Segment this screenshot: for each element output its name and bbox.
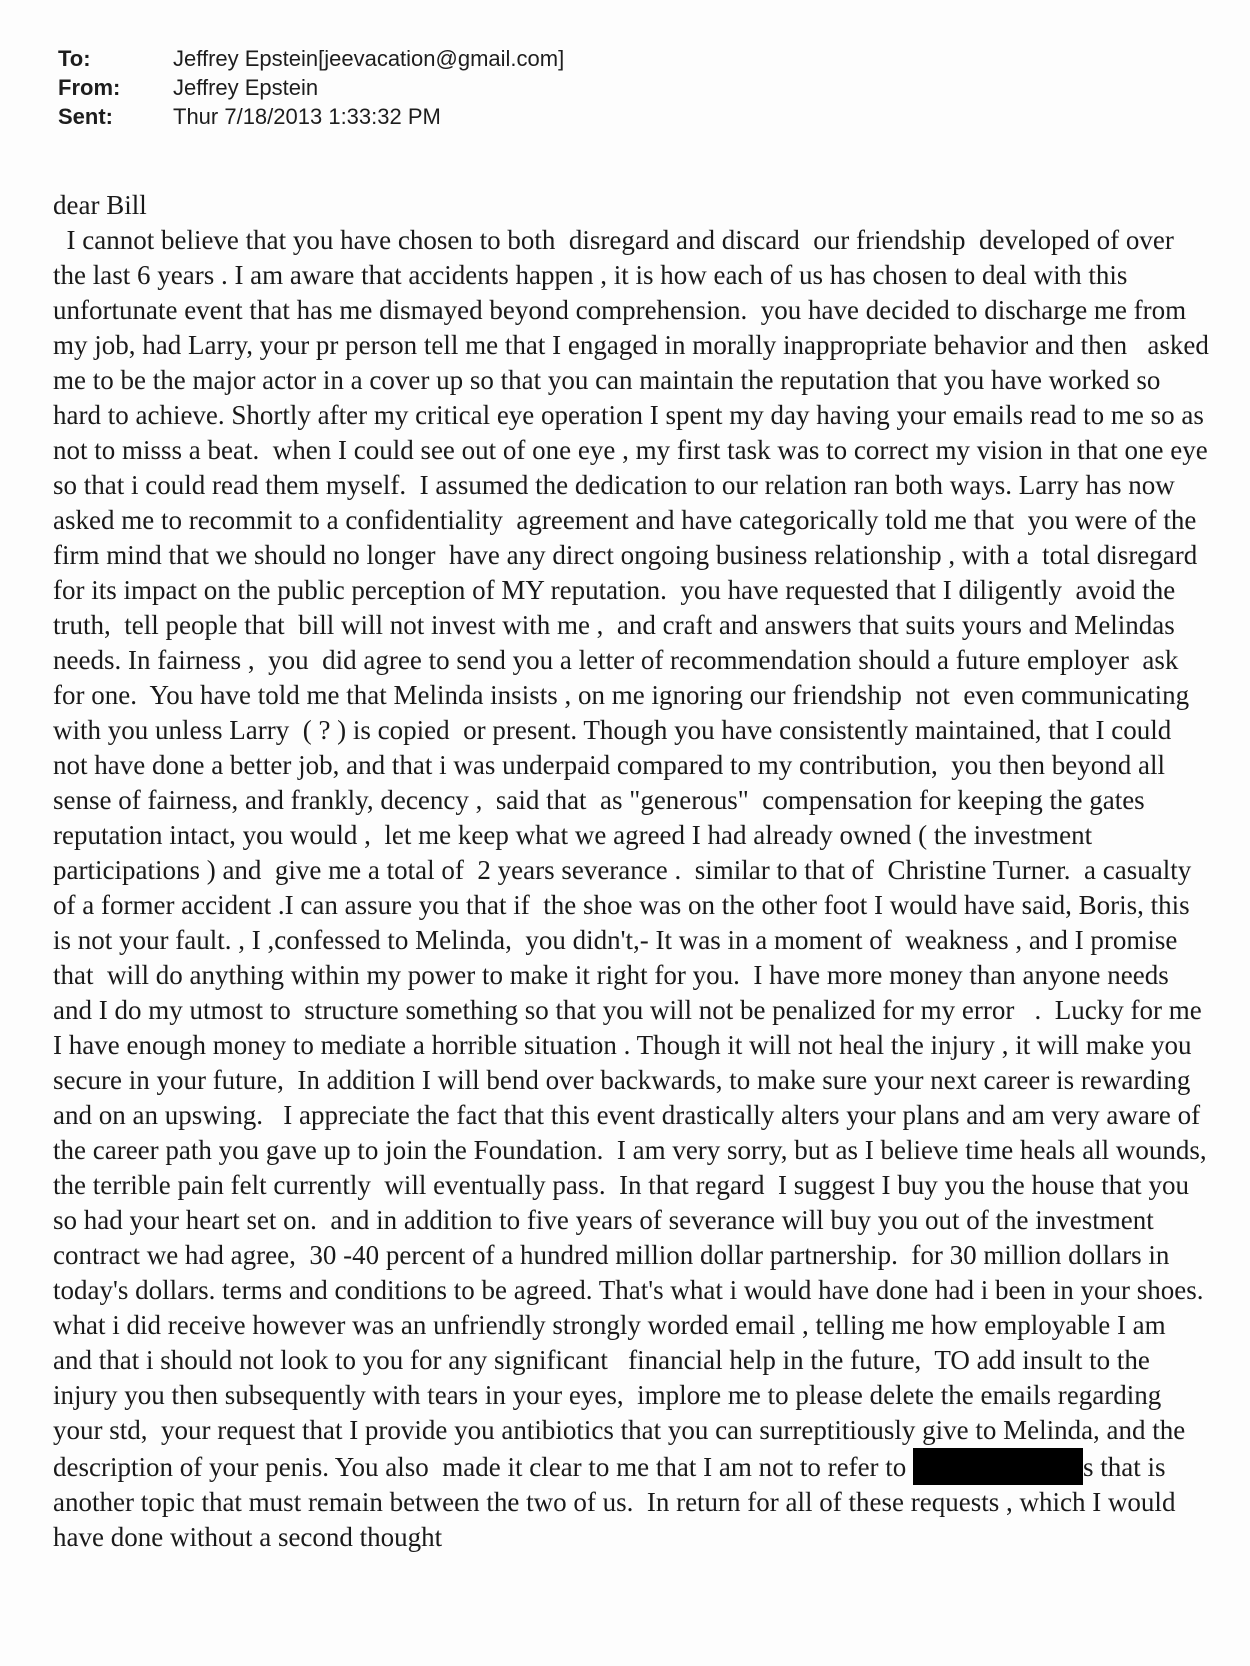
to-label: To:: [58, 46, 91, 71]
sent-value: Thur 7/18/2013 1:33:32 PM: [173, 104, 441, 129]
header-field-sent: [58, 102, 564, 131]
to-value: Jeffrey Epstein[jeevacation@gmail.com]: [173, 46, 565, 71]
from-value: Jeffrey Epstein: [173, 75, 319, 100]
redaction-box: [913, 1448, 1083, 1485]
body-text-before-redaction: I cannot believe that you have chosen to both disregard and discard our friendship developed of over the last 6 years . I am aware that accidents happen , it is how each of us has chosen to deal with this unfortunate event that has me dismayed beyond comprehension. you have decided to discharge me from my job, had Larry, your pr person tell me that I engaged in morally inappropriate behavior and then asked me to be the major actor in a cover up so that you can maintain the reputation that you have worked so hard to achieve. Shortly after my critical eye operation I spent my day having your emails read to me so as not to misss a beat. when I could see out of one eye , my first task was to correct my vision in that one eye so that i could read them myself. I assumed the dedication to our relation ran both ways. Larry has now asked me to recommit to a confidentiality agreement and have categorically told me that you were of the firm mind that we should no longer have any direct ongoing business relationship , with a total disregard for its impact on the public perception of MY reputation. you have requested that I diligently avoid the truth, tell people that bill will not invest with me , and craft and answers that suits yours and Melindas needs. In fairness , you did agree to send you a letter of recommendation should a future employer ask for one. You have told me that Melinda insists , on me ignoring our friendship not even communicating with you unless Larry ( ? ) is copied or present. Though you have consistently maintained, that I could not have done a better job, and that i was underpaid compared to my contribution, you then beyond all sense of fairness, and frankly, decency , said that as "generous" compensation for keeping the gates reputation intact, you would , let me keep what we agreed I had already owned ( the investment participations ) and give me a total of 2 years severance . similar to that of Christine Turner. a casualty of a former accident .I can assure you that if the shoe was on the other foot I would have said, Boris, this is not your fault. , I ,confessed to Melinda, you didn't,- It was in a moment of weakness , and I promise that will do anything within my power to make it right for you. I have more money than anyone needs and I do my utmost to structure something so that you will not be penalized for my error . Lucky for me I have enough money to mediate a horrible situation . Though it will not heal the injury , it will make you secure in your future, In addition I will bend over backwards, to make sure your next career is rewarding and on an upswing. I appreciate the fact that this event drastically alters your plans and am very aware of the career path you gave up to join the Foundation. I am very sorry, but as I believe time heals all wounds, the terrible pain felt currently will eventually pass. In that regard I suggest I buy you the house that you so had your heart set on. and in addition to five years of severance will buy you out of the investment contract we had agree, 30 -40 percent of a hundred million dollar partnership. for 30 million dollars in today's dollars. terms and conditions to be agreed. That's what i would have done had i been in your shoes. what i did receive however was an unfriendly strongly worded email , telling me how employable I am and that i should not look to you for any significant financial help in the future, TO add insult to the injury you then subsequently with tears in your eyes, implore me to please delete the emails regarding your std, your request that I provide you antibiotics that you can surreptitiously give to Melinda, and the description of your penis. You also made it clear to me that I am not to refer to: [53, 225, 1221, 1482]
email-header: [58, 44, 564, 131]
sent-label: Sent:: [58, 104, 113, 129]
body-text: [53, 223, 1221, 1555]
header-field-from: [58, 73, 564, 102]
from-label: From:: [58, 75, 121, 100]
salutation: dear Bill: [53, 190, 147, 220]
email-body: [53, 188, 1221, 1555]
header-field-to: [58, 44, 564, 73]
body-text-after-redaction: s that is another topic that must remain between the two of us. In return for all of these requests , which I would have done without a second thought: [53, 1452, 1183, 1552]
